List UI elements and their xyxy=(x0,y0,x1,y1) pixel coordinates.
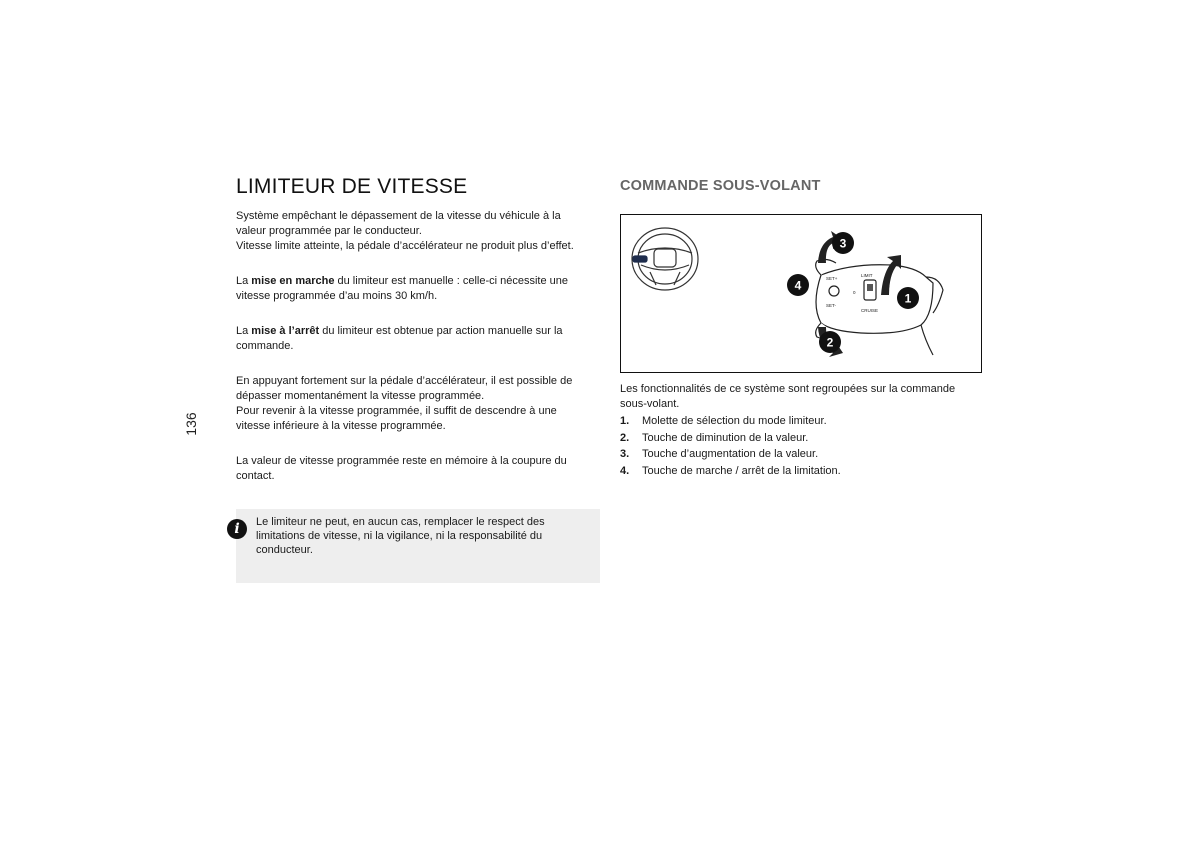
note-text: Le limiteur ne peut, en aucun cas, remplacer le respect des limitations de vitesse, ni la vigilance, ni la responsabilité du conducteur. xyxy=(256,516,545,556)
callout-4: 4 xyxy=(794,278,802,293)
left-column xyxy=(236,209,592,484)
steering-control-illustration xyxy=(621,215,983,374)
stop-text-after: du limiteur est obtenue par action manuelle sur la commande. xyxy=(236,325,563,352)
list-item: 2. Touche de diminution de la valeur. xyxy=(620,431,809,444)
page-title: LIMITEUR DE VITESSE xyxy=(236,175,468,198)
function-list xyxy=(620,414,980,479)
page-number: 136 xyxy=(183,412,199,436)
stop-paragraph xyxy=(236,324,592,354)
list-item: 3. Touche d’augmentation de la valeur. xyxy=(620,448,819,460)
callout-2: 2 xyxy=(826,335,834,350)
section-title: COMMANDE SOUS-VOLANT xyxy=(620,178,821,194)
memory-paragraph: La valeur de vitesse programmée reste en mémoire à la coupure du contact. xyxy=(236,455,567,482)
start-text-before: La xyxy=(236,275,252,287)
stop-text-before: La xyxy=(236,325,252,337)
callout-3: 3 xyxy=(839,236,847,251)
info-icon: i xyxy=(227,519,247,539)
accel-paragraph-2: Pour revenir à la vitesse programmée, il suffit de descendre à une vitesse inférieure à la vitesse programmée. xyxy=(236,405,557,432)
intro-paragraph-2: Vitesse limite atteinte, la pédale d’accélérateur ne produit plus d’effet. xyxy=(236,240,574,252)
callout-1: 1 xyxy=(904,291,912,306)
start-text-bold: mise en marche xyxy=(251,275,335,287)
right-column xyxy=(620,382,980,480)
set-minus-label: SET- xyxy=(826,303,837,308)
accel-paragraph-1: En appuyant fortement sur la pédale d’accélérateur, il est possible de dépasser momentanément la vitesse programmée. xyxy=(236,375,573,402)
list-item: 4. Touche de marche / arrêt de la limitation. xyxy=(620,464,841,477)
intro-paragraph-1: Système empêchant le dépassement de la vitesse du véhicule à la valeur programmée par le conducteur. xyxy=(236,210,561,237)
cruise-label: CRUISE xyxy=(861,308,879,313)
stop-text-bold: mise à l’arrêt xyxy=(251,325,320,337)
right-intro: Les fonctionnalités de ce système sont regroupées sur la commande sous-volant. xyxy=(620,383,956,410)
steering-wheel-icon xyxy=(632,228,698,290)
limit-label: LIMIT xyxy=(861,273,873,278)
start-text-after: du limiteur est manuelle : celle-ci nécessite une vitesse programmée d’au moins 30 km/h. xyxy=(236,275,569,302)
steering-control-figure xyxy=(620,214,982,373)
list-item: 1. Molette de sélection du mode limiteur. xyxy=(620,415,827,427)
set-plus-label: SET+ xyxy=(826,276,838,281)
zero-label: 0 xyxy=(853,290,856,295)
start-paragraph xyxy=(236,274,592,304)
